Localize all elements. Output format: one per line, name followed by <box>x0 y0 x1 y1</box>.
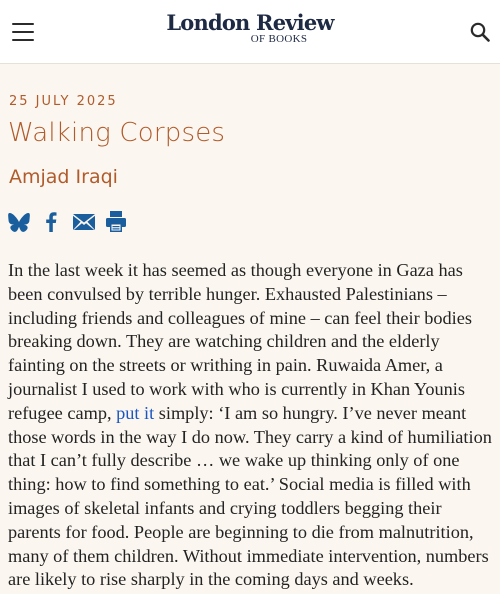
email-icon[interactable] <box>73 214 95 230</box>
site-logo[interactable] <box>0 12 500 45</box>
search-icon[interactable] <box>470 22 490 42</box>
site-header <box>0 0 500 64</box>
article-author[interactable]: Amjad Iraqi <box>9 166 118 188</box>
facebook-icon[interactable] <box>45 212 57 232</box>
article-link[interactable]: put it <box>116 402 155 423</box>
print-icon[interactable] <box>106 211 126 232</box>
article-text-part1: In the last week it has seemed as though everyone in Gaza has been convulsed by terrible hunger. Exhausted Palestinians – including friends and colleagues of mine – can feel their bodies breaking down. They are watching children and the elderly fainting on the streets or writhing in pain. Ruwaida Amer, a journalist I used to work with who is currently in Khan Younis refugee camp, <box>8 260 472 423</box>
article-body <box>8 259 496 592</box>
article-date: 25 JULY 2025 <box>9 94 118 109</box>
bluesky-icon[interactable] <box>8 213 30 232</box>
logo-title: London Review <box>166 10 334 35</box>
article-title: Walking Corpses <box>8 118 226 148</box>
article-text-part2: simply: ‘I am so hungry. I’ve never meant those words in the way I do now. They carry a kind of humiliation that I can’t fully describe … we wake up thinking only of one thing: how to find something to eat.’ Social media is filled with images of skeletal infants and crying toddlers begging their parents for food. People are beginning to die from malnutrition, many of them children. Without immediate intervention, numbers are likely to rise sharply in the coming days and weeks. <box>8 402 492 590</box>
logo-subtitle: OF BOOKS <box>250 33 308 45</box>
